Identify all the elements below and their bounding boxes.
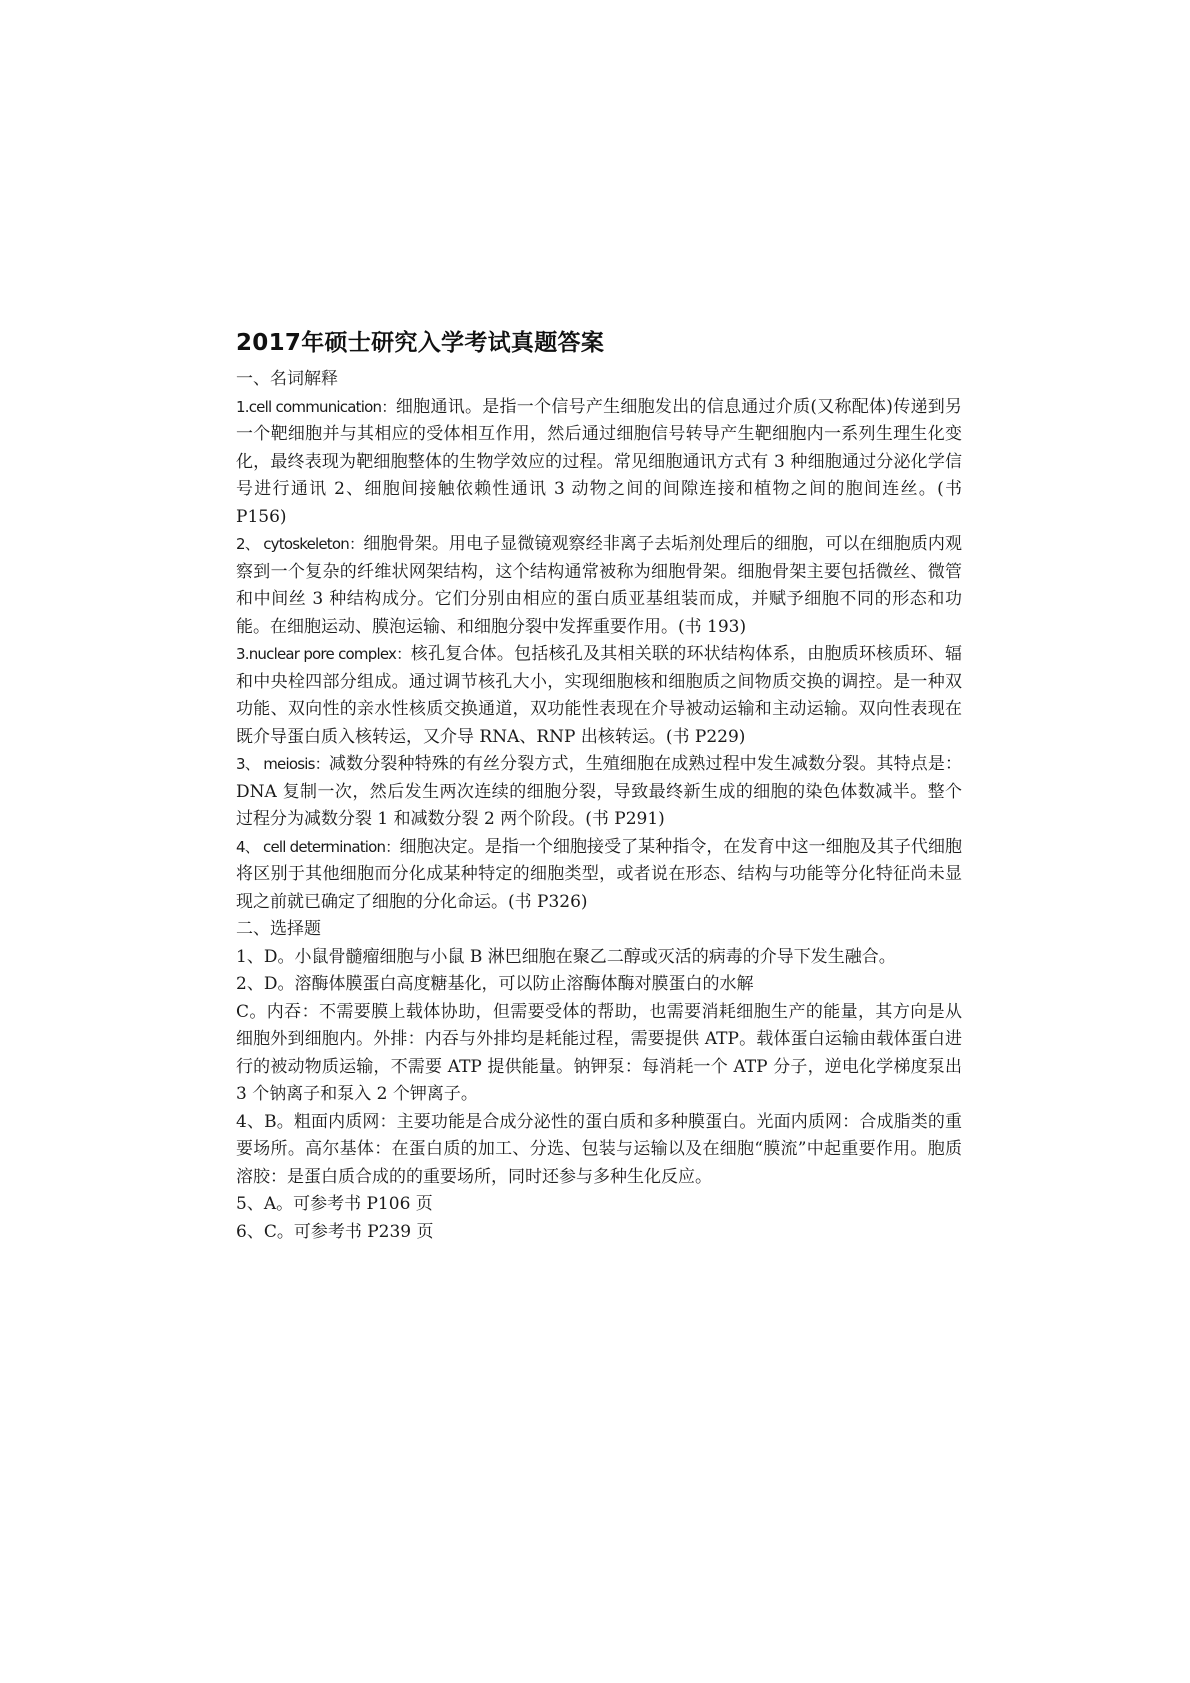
document-title: 2017年硕士研究入学考试真题答案 — [236, 330, 605, 356]
answer-item: C。内吞：不需要膜上载体协助，但需要受体的帮助，也需要消耗细胞生产的能量，其方向是从细胞外到细胞内。外排：内吞与外排均是耗能过程，需要提供 ATP。载体蛋白运输由载体蛋白进行的被动物质运输，不需要 ATP 提供能量。钠钾泵：每消耗一个 ATP 分子，逆电化学梯度泵出 3 个钠离子和泵入 2 个钾离子。 — [236, 1001, 962, 1104]
term-label: 3、 meiosis： — [236, 755, 330, 773]
definition-item — [236, 751, 962, 834]
term-text: 细胞决定。是指一个细胞接受了某种指令，在发育中这一细胞及其子代细胞将区别于其他细胞而分化成某种特定的细胞类型，或者说在形态、结构与功能等分化特征尚未显现之前就已确定了细胞的分化命运。(书 P326) — [236, 836, 963, 912]
term-label: 1.cell communication： — [236, 397, 396, 416]
answer-item: 1、D。小鼠骨髓瘤细胞与小鼠 B 淋巴细胞在聚乙二醇或灭活的病毒的介导下发生融合。 — [236, 946, 896, 967]
term-label: 3.nuclear pore complex： — [236, 645, 411, 663]
term-text: 核孔复合体。包括核孔及其相关联的环状结构体系，由胞质环核质环、辐和中央栓四部分组成。通过调节核孔大小，实现细胞核和细胞质之间物质交换的调控。是一种双功能、双向性的亲水性核质交换通道，双功能性表现在介导被动运输和主动运输。双向性表现在既介导蛋白质入核转运，又介导 RNA、RNP 出核转运。(书 P229) — [236, 644, 962, 747]
term-label: 2、 cytoskeleton： — [236, 535, 364, 553]
document-content — [236, 326, 962, 1246]
term-text: 减数分裂种特殊的有丝分裂方式，生殖细胞在成熟过程中发生减数分裂。其特点是：DNA 复制一次，然后发生两次连续的细胞分裂，导致最终新生成的细胞的染色体数减半。整个过程分为减数分裂 1 和减数分裂 2 两个阶段。(书 P291) — [236, 754, 962, 829]
section-heading-definitions: 一、名词解释 — [236, 369, 338, 389]
answer-item: 2、D。溶酶体膜蛋白高度糖基化，可以防止溶酶体酶对膜蛋白的水解 — [236, 974, 754, 994]
section-heading-choices: 二、选择题 — [236, 919, 321, 939]
term-text: 细胞骨架。用电子显微镜观察经非离子去垢剂处理后的细胞，可以在细胞质内观察到一个复杂的纤维状网架结构，这个结构通常被称为细胞骨架。细胞骨架主要包括微丝、微管和中间丝 3 种结构成分。它们分别由相应的蛋白质亚基组装而成，并赋予细胞不同的形态和功能。在细胞运动、膜泡运输、和细胞分裂中发挥重要作用。(书 193) — [236, 534, 962, 637]
definition-item — [236, 394, 962, 532]
term-label: 4、 cell determination： — [236, 837, 400, 856]
answer-item: 6、C。可参考书 P239 页 — [236, 1221, 434, 1242]
answer-item: 4、B。粗面内质网：主要功能是合成分泌性的蛋白质和多种膜蛋白。光面内质网：合成脂类的重要场所。高尔基体：在蛋白质的加工、分选、包装与运输以及在细胞“膜流”中起重要作用。胞质溶胶：是蛋白质合成的的重要场所，同时还参与多种生化反应。 — [236, 1111, 962, 1187]
definition-item — [236, 531, 962, 641]
answer-item: 5、A。可参考书 P106 页 — [236, 1194, 433, 1214]
definition-item — [236, 641, 962, 751]
definition-item — [236, 834, 962, 917]
term-text: 细胞通讯。是指一个信号产生细胞发出的信息通过介质(又称配体)传递到另一个靶细胞并与其相应的受体相互作用，然后通过细胞信号转导产生靶细胞内一系列生理生化变化，最终表现为靶细胞整体的生物学效应的过程。常见细胞通讯方式有 3 种细胞通过分泌化学信号进行通讯 2、细胞间接触依赖性通讯 3 动物之间的间隙连接和植物之间的胞间连丝。(书 P156) — [236, 396, 963, 527]
